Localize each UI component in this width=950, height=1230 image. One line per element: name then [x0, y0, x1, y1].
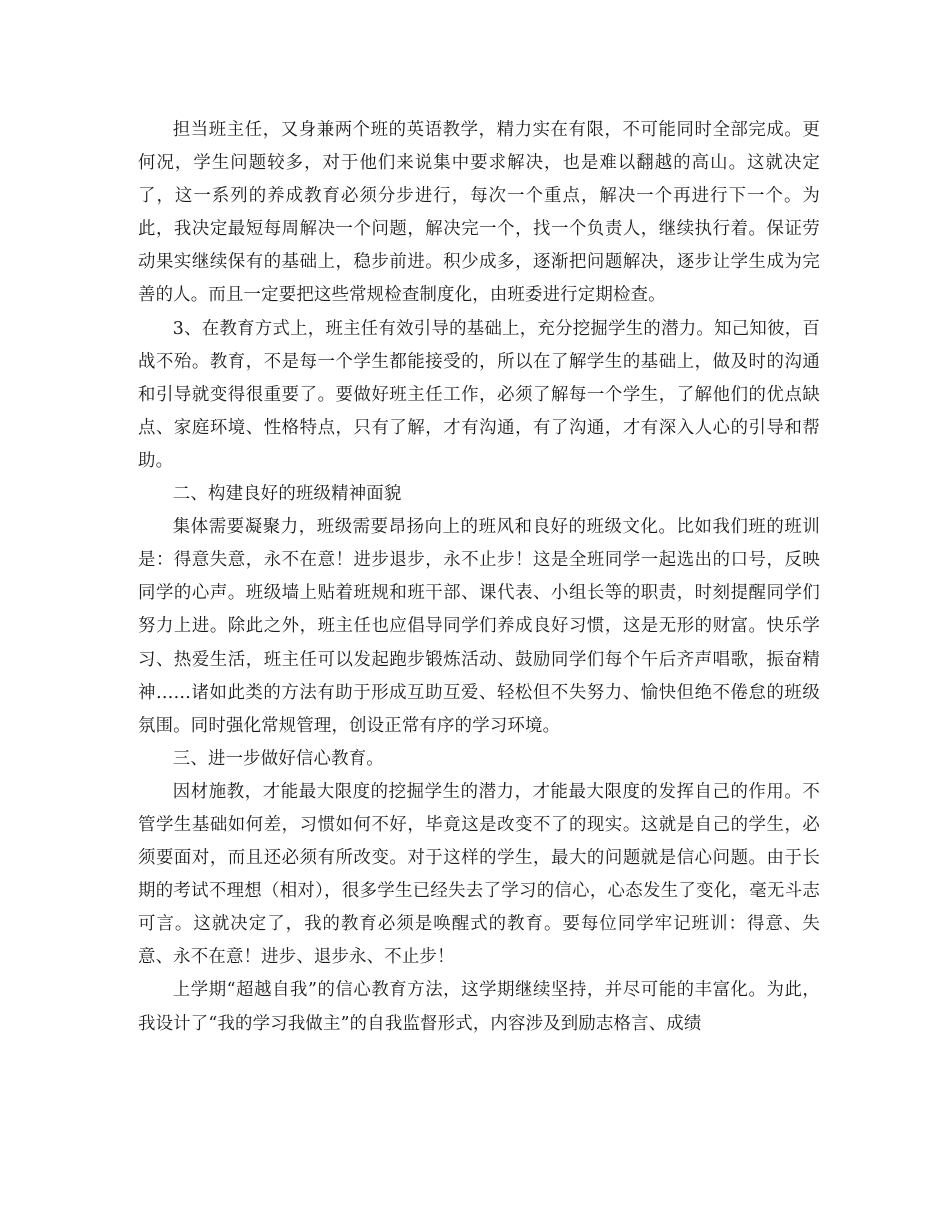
- paragraph-teaching-method: 3、在教育方式上，班主任有效引导的基础上，充分挖掘学生的潜力。知己知彼，百战不殆。教育，不是每一个学生都能接受的，所以在了解学生的基础上，做及时的沟通和引导就变得很重要了。要做好班主任工作，必须了解每一个学生，了解他们的优点缺点、家庭环境、性格特点，只有了解，才有沟通，有了沟通，才有深入人心的引导和帮助。: [138, 318, 820, 471]
- paragraph-workload: 担当班主任，又身兼两个班的英语教学，精力实在有限，不可能同时全部完成。更何况，学生问题较多，对于他们来说集中要求解决，也是难以翻越的高山。这就决定了，这一系列的养成教育必须分步进行，每次一个重点，解决一个再进行下一个。为此，我决定最短每周解决一个问题，解决完一个，找一个负责人，继续执行着。保证劳动果实继续保有的基础上，稳步前进。积少成多，逐渐把问题解决，逐步让学生成为完善的人。而且一定要把这些常规检查制度化，由班委进行定期检查。: [138, 120, 820, 306]
- paragraph-individual-teaching: 因材施教，才能最大限度的挖掘学生的潜力，才能最大限度的发挥自己的作用。不管学生基础如何差，习惯如何不好，毕竟这是改变不了的现实。这就是自己的学生，必须要面对，而且还必须有所改变。对于这样的学生，最大的问题就是信心问题。由于长期的考试不理想（相对），很多学生已经失去了学习的信心，心态发生了变化，毫无斗志可言。这就决定了，我的教育必须是唤醒式的教育。要每位同学牢记班训：得意、失意、永不在意！进步、退步永、不止步！: [138, 781, 820, 968]
- paragraph-self-supervision: 上学期“超越自我”的信心教育方法，这学期继续坚持，并尽可能的丰富化。为此，我设计了“我的学习我做主”的自我监督形式，内容涉及到励志格言、成绩: [138, 980, 820, 1034]
- document-body: [138, 114, 820, 1041]
- paragraph-class-culture: 集体需要凝聚力，班级需要昂扬向上的班风和良好的班级文化。比如我们班的班训是：得意失意，永不在意！进步退步，永不止步！这是全班同学一起选出的口号，反映同学的心声。班级墙上贴着班规和班干部、课代表、小组长等的职责，时刻提醒同学们努力上进。除此之外，班主任也应倡导同学们养成良好习惯，这是无形的财富。快乐学习、热爱生活，班主任可以发起跑步锻炼活动、鼓励同学们每个午后齐声唱歌，振奋精神……诸如此类的方法有助于形成互助互爱、轻松但不失努力、愉快但绝不倦怠的班级氛围。同时强化常规管理，创设正常有序的学习环境。: [138, 517, 820, 736]
- section-heading-confidence-education: 三、进一步做好信心教育。: [172, 748, 384, 769]
- section-heading-class-spirit: 二、构建良好的班级精神面貌: [172, 484, 402, 505]
